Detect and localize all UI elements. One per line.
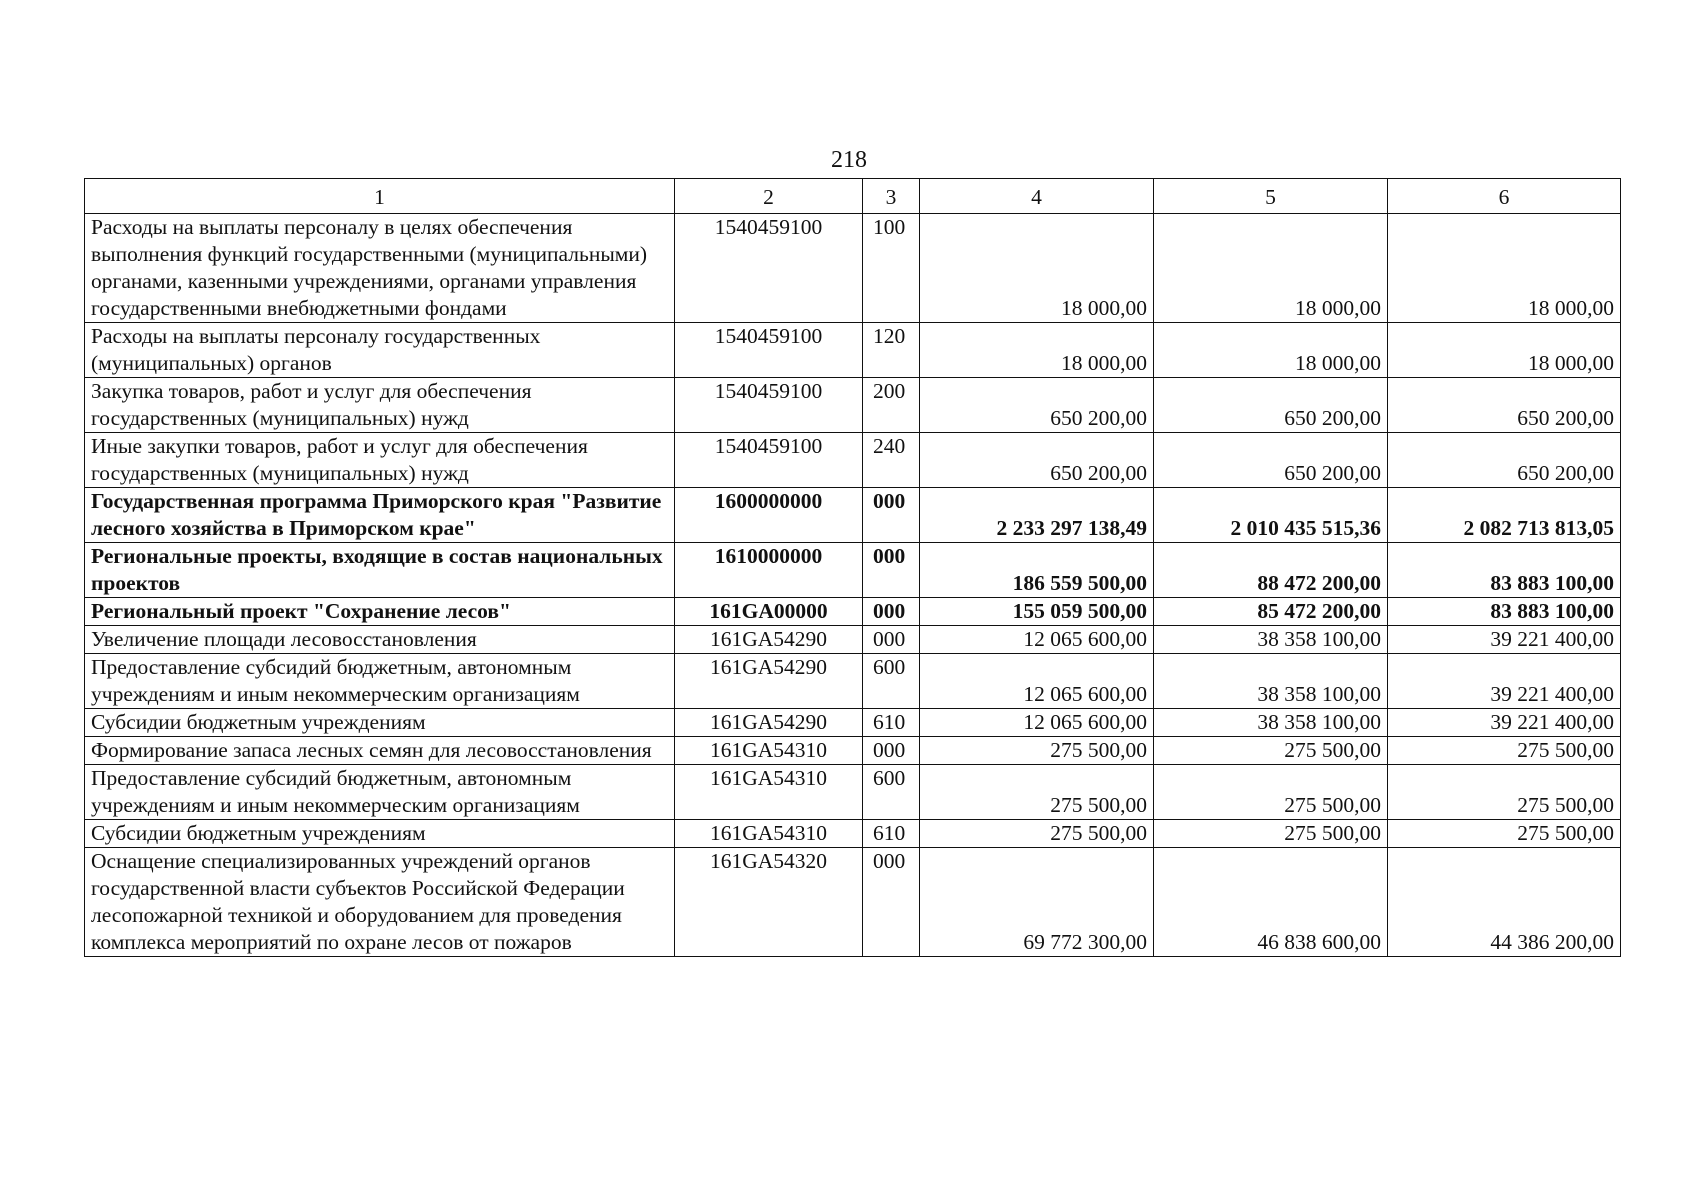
table-row — [85, 543, 1621, 598]
row-type-cell: 610 — [863, 709, 920, 737]
row-value-cell-6: 18 000,00 — [1388, 214, 1621, 323]
row-value-cell-4: 275 500,00 — [920, 737, 1154, 765]
row-value-cell-5: 38 358 100,00 — [1154, 626, 1388, 654]
row-name-cell: Иные закупки товаров, работ и услуг для обеспечения государственных (муниципальных) нужд — [85, 433, 675, 488]
table-row — [85, 709, 1621, 737]
row-value-cell-6: 275 500,00 — [1388, 765, 1621, 820]
row-value-cell-4: 12 065 600,00 — [920, 626, 1154, 654]
row-code-cell: 161GA54290 — [675, 654, 863, 709]
table-row — [85, 488, 1621, 543]
row-type-cell: 000 — [863, 737, 920, 765]
header-cell: 4 — [920, 179, 1154, 214]
row-value-cell-6: 18 000,00 — [1388, 323, 1621, 378]
row-value-cell-5: 2 010 435 515,36 — [1154, 488, 1388, 543]
row-value-cell-6: 2 082 713 813,05 — [1388, 488, 1621, 543]
row-name-cell: Предоставление субсидий бюджетным, автономным учреждениям и иным некоммерческим организациям — [85, 765, 675, 820]
row-name-cell: Субсидии бюджетным учреждениям — [85, 820, 675, 848]
row-value-cell-4: 12 065 600,00 — [920, 709, 1154, 737]
row-code-cell: 161GA54310 — [675, 737, 863, 765]
row-value-cell-5: 650 200,00 — [1154, 433, 1388, 488]
row-name-cell: Оснащение специализированных учреждений органов государственной власти субъектов Российской Федерации лесопожарной техникой и оборудованием для проведения комплекса мероприятий по охране лесов от пожаров — [85, 848, 675, 957]
row-value-cell-4: 2 233 297 138,49 — [920, 488, 1154, 543]
row-value-cell-6: 39 221 400,00 — [1388, 709, 1621, 737]
row-value-cell-6: 650 200,00 — [1388, 433, 1621, 488]
row-type-cell: 000 — [863, 488, 920, 543]
row-code-cell: 161GA54310 — [675, 765, 863, 820]
row-value-cell-6: 650 200,00 — [1388, 378, 1621, 433]
table-row — [85, 598, 1621, 626]
row-code-cell: 1540459100 — [675, 214, 863, 323]
row-code-cell: 161GA54290 — [675, 626, 863, 654]
row-value-cell-4: 650 200,00 — [920, 378, 1154, 433]
row-value-cell-5: 650 200,00 — [1154, 378, 1388, 433]
row-value-cell-4: 650 200,00 — [920, 433, 1154, 488]
row-type-cell: 100 — [863, 214, 920, 323]
row-name-cell: Региональный проект "Сохранение лесов" — [85, 598, 675, 626]
row-value-cell-4: 155 059 500,00 — [920, 598, 1154, 626]
row-type-cell: 600 — [863, 654, 920, 709]
row-name-cell: Государственная программа Приморского края "Развитие лесного хозяйства в Приморском крае" — [85, 488, 675, 543]
row-code-cell: 1610000000 — [675, 543, 863, 598]
table-header-row — [85, 179, 1621, 214]
row-value-cell-4: 69 772 300,00 — [920, 848, 1154, 957]
row-value-cell-6: 39 221 400,00 — [1388, 626, 1621, 654]
table-row — [85, 765, 1621, 820]
row-value-cell-4: 275 500,00 — [920, 820, 1154, 848]
row-value-cell-5: 88 472 200,00 — [1154, 543, 1388, 598]
header-cell: 2 — [675, 179, 863, 214]
budget-table — [84, 178, 1621, 957]
row-value-cell-5: 275 500,00 — [1154, 737, 1388, 765]
row-value-cell-4: 18 000,00 — [920, 323, 1154, 378]
row-code-cell: 161GA54290 — [675, 709, 863, 737]
row-value-cell-6: 44 386 200,00 — [1388, 848, 1621, 957]
row-value-cell-6: 83 883 100,00 — [1388, 598, 1621, 626]
row-name-cell: Предоставление субсидий бюджетным, автономным учреждениям и иным некоммерческим организациям — [85, 654, 675, 709]
row-value-cell-5: 46 838 600,00 — [1154, 848, 1388, 957]
row-type-cell: 000 — [863, 598, 920, 626]
row-type-cell: 120 — [863, 323, 920, 378]
table-row — [85, 214, 1621, 323]
row-value-cell-6: 275 500,00 — [1388, 737, 1621, 765]
table-body — [85, 179, 1621, 957]
row-name-cell: Формирование запаса лесных семян для лесовосстановления — [85, 737, 675, 765]
row-type-cell: 000 — [863, 626, 920, 654]
row-name-cell: Расходы на выплаты персоналу государственных (муниципальных) органов — [85, 323, 675, 378]
table-row — [85, 323, 1621, 378]
row-value-cell-4: 275 500,00 — [920, 765, 1154, 820]
row-type-cell: 200 — [863, 378, 920, 433]
page-number: 218 — [831, 147, 867, 173]
table-row — [85, 820, 1621, 848]
row-value-cell-5: 275 500,00 — [1154, 820, 1388, 848]
row-value-cell-5: 275 500,00 — [1154, 765, 1388, 820]
table-row — [85, 378, 1621, 433]
row-value-cell-4: 186 559 500,00 — [920, 543, 1154, 598]
row-code-cell: 1540459100 — [675, 433, 863, 488]
row-value-cell-5: 38 358 100,00 — [1154, 709, 1388, 737]
table-row — [85, 433, 1621, 488]
table-row — [85, 737, 1621, 765]
row-value-cell-5: 18 000,00 — [1154, 214, 1388, 323]
row-code-cell: 1540459100 — [675, 323, 863, 378]
header-cell: 1 — [85, 179, 675, 214]
table-row — [85, 848, 1621, 957]
row-value-cell-4: 18 000,00 — [920, 214, 1154, 323]
table-row — [85, 626, 1621, 654]
row-value-cell-6: 39 221 400,00 — [1388, 654, 1621, 709]
row-name-cell: Региональные проекты, входящие в состав национальных проектов — [85, 543, 675, 598]
row-name-cell: Увеличение площади лесовосстановления — [85, 626, 675, 654]
header-cell: 6 — [1388, 179, 1621, 214]
row-value-cell-6: 275 500,00 — [1388, 820, 1621, 848]
row-code-cell: 161GA54320 — [675, 848, 863, 957]
row-type-cell: 240 — [863, 433, 920, 488]
row-value-cell-6: 83 883 100,00 — [1388, 543, 1621, 598]
header-cell: 5 — [1154, 179, 1388, 214]
row-value-cell-4: 12 065 600,00 — [920, 654, 1154, 709]
row-code-cell: 1540459100 — [675, 378, 863, 433]
row-value-cell-5: 85 472 200,00 — [1154, 598, 1388, 626]
row-type-cell: 000 — [863, 543, 920, 598]
row-code-cell: 161GA54310 — [675, 820, 863, 848]
table-row — [85, 654, 1621, 709]
row-name-cell: Субсидии бюджетным учреждениям — [85, 709, 675, 737]
row-type-cell: 000 — [863, 848, 920, 957]
row-name-cell: Закупка товаров, работ и услуг для обеспечения государственных (муниципальных) нужд — [85, 378, 675, 433]
row-code-cell: 1600000000 — [675, 488, 863, 543]
row-code-cell: 161GA00000 — [675, 598, 863, 626]
header-cell: 3 — [863, 179, 920, 214]
row-name-cell: Расходы на выплаты персоналу в целях обеспечения выполнения функций государственными (муниципальными) органами, казенными учреждениями, органами управления государственными внебюджетными фондами — [85, 214, 675, 323]
row-value-cell-5: 38 358 100,00 — [1154, 654, 1388, 709]
row-value-cell-5: 18 000,00 — [1154, 323, 1388, 378]
row-type-cell: 600 — [863, 765, 920, 820]
row-type-cell: 610 — [863, 820, 920, 848]
